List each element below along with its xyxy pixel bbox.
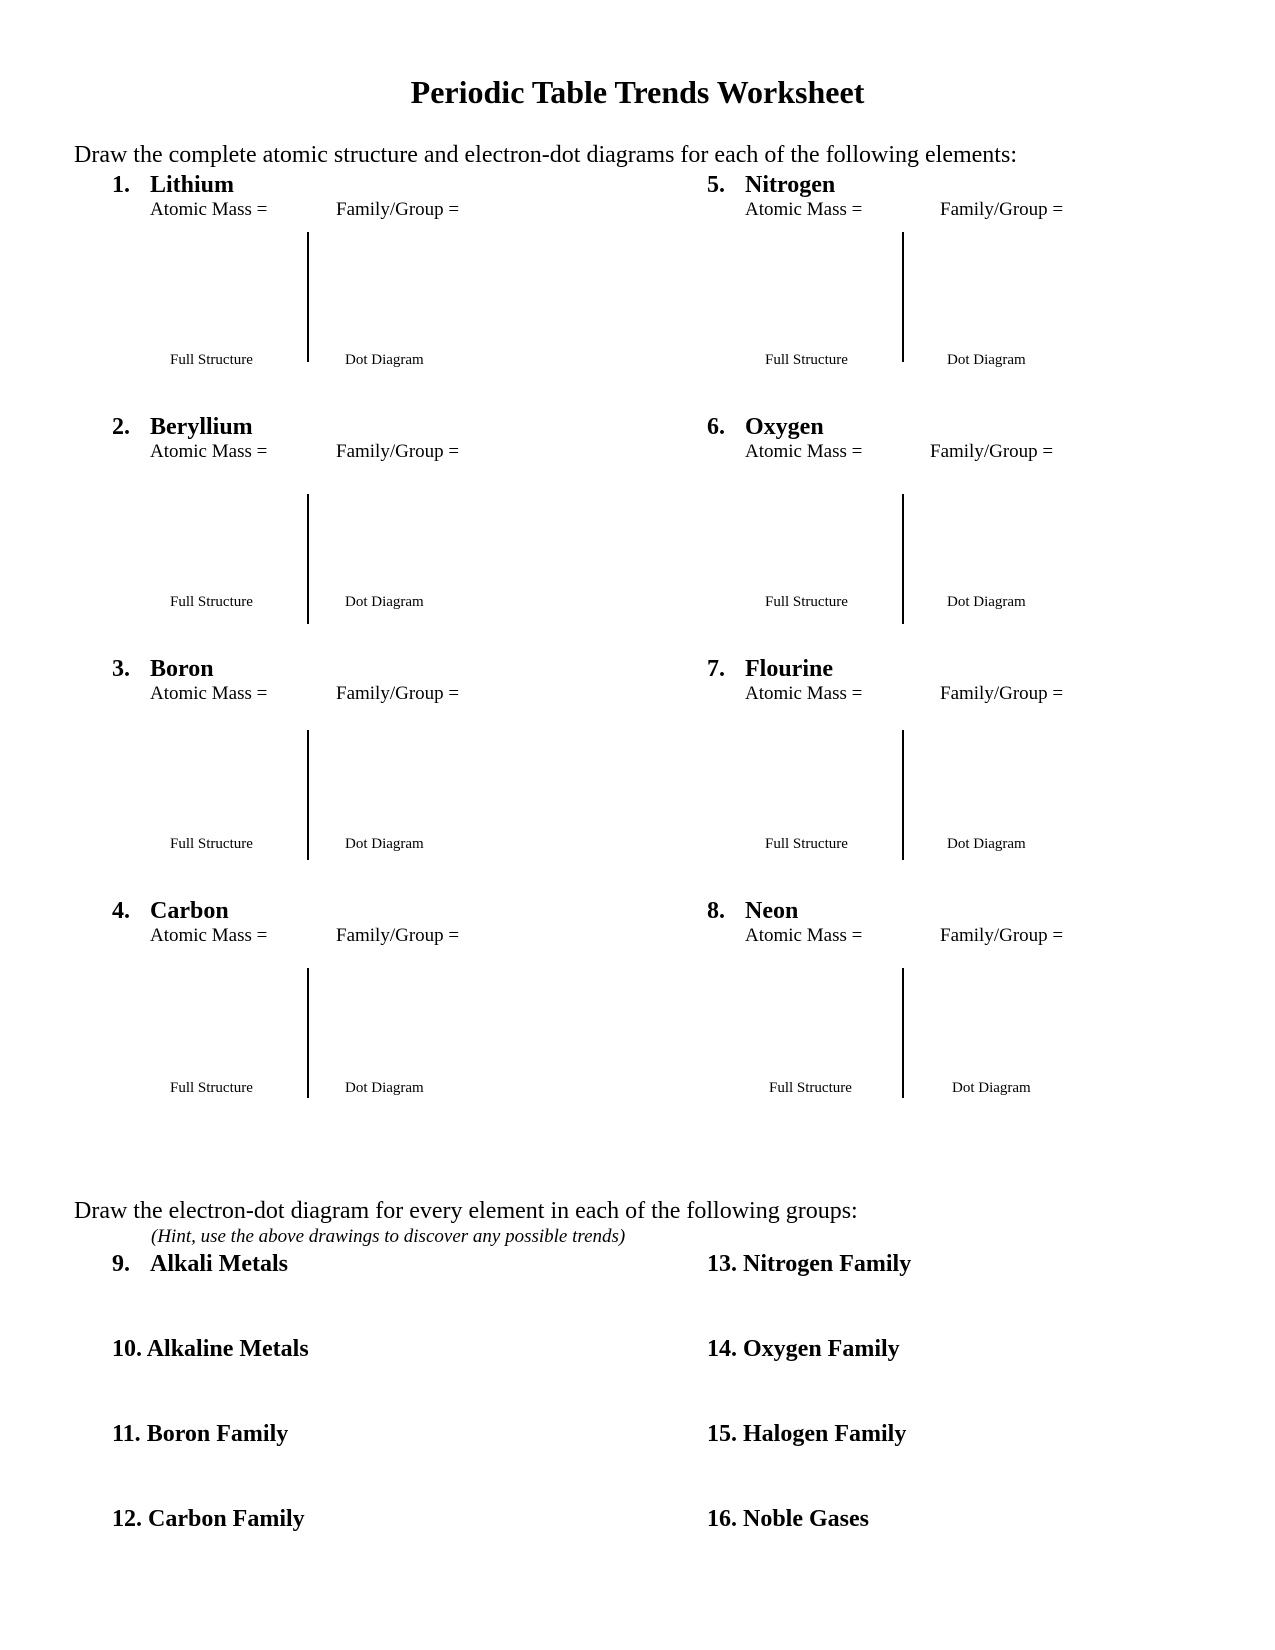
element-number: 2. (112, 414, 130, 440)
family-group-label: Family/Group = (940, 683, 1064, 704)
divider-line (307, 968, 309, 1098)
group-name: Noble Gases (743, 1506, 869, 1532)
atomic-mass-label: Atomic Mass = (150, 441, 268, 462)
element-number: 4. (112, 898, 130, 924)
group-item (707, 1506, 869, 1533)
atomic-mass-label: Atomic Mass = (745, 199, 863, 220)
full-structure-label: Full Structure (765, 836, 848, 852)
element-block-oxygen (707, 414, 1267, 624)
full-structure-label: Full Structure (769, 1080, 852, 1096)
group-number: 9. (112, 1251, 130, 1277)
atomic-mass-label: Atomic Mass = (745, 441, 863, 462)
group-name: Alkaline Metals (146, 1336, 309, 1362)
divider-line (307, 730, 309, 860)
element-number: 1. (112, 172, 130, 198)
element-number: 3. (112, 656, 130, 682)
element-block-neon (707, 898, 1267, 1108)
group-item (112, 1421, 288, 1448)
divider-line (902, 494, 904, 624)
atomic-mass-label: Atomic Mass = (745, 683, 863, 704)
family-group-label: Family/Group = (930, 441, 1054, 462)
group-item (707, 1251, 911, 1278)
dot-diagram-label: Dot Diagram (947, 352, 1026, 368)
element-name: Flourine (745, 656, 833, 682)
full-structure-label: Full Structure (170, 352, 253, 368)
element-block-nitrogen (707, 172, 1267, 382)
group-number: 12. (112, 1506, 142, 1532)
group-name: Boron Family (146, 1421, 289, 1447)
family-group-label: Family/Group = (336, 441, 460, 462)
dot-diagram-label: Dot Diagram (345, 1080, 424, 1096)
element-block-beryllium (112, 414, 672, 624)
element-number: 8. (707, 898, 725, 924)
group-item (112, 1251, 288, 1278)
group-name: Carbon Family (148, 1506, 305, 1532)
group-number: 11. (112, 1421, 141, 1447)
element-name: Beryllium (150, 414, 253, 440)
element-number: 6. (707, 414, 725, 440)
hint-text: (Hint, use the above drawings to discover any possible trends) (151, 1226, 626, 1247)
group-number: 14. (707, 1336, 737, 1362)
group-number: 16. (707, 1506, 737, 1532)
group-name: Halogen Family (743, 1421, 907, 1447)
element-block-boron (112, 656, 672, 866)
atomic-mass-label: Atomic Mass = (150, 199, 268, 220)
group-name: Oxygen Family (743, 1336, 900, 1362)
group-number: 15. (707, 1421, 737, 1447)
dot-diagram-label: Dot Diagram (345, 352, 424, 368)
family-group-label: Family/Group = (336, 683, 460, 704)
group-item (707, 1421, 906, 1448)
element-name: Neon (745, 898, 799, 924)
element-number: 5. (707, 172, 725, 198)
divider-line (307, 232, 309, 362)
full-structure-label: Full Structure (170, 594, 253, 610)
group-item (112, 1336, 309, 1363)
instructions-groups: Draw the electron-dot diagram for every element in each of the following groups: (74, 1198, 858, 1224)
full-structure-label: Full Structure (765, 352, 848, 368)
group-name: Nitrogen Family (743, 1251, 912, 1277)
element-name: Nitrogen (745, 172, 836, 198)
full-structure-label: Full Structure (170, 836, 253, 852)
element-name: Oxygen (745, 414, 824, 440)
dot-diagram-label: Dot Diagram (345, 594, 424, 610)
dot-diagram-label: Dot Diagram (947, 836, 1026, 852)
family-group-label: Family/Group = (940, 925, 1064, 946)
atomic-mass-label: Atomic Mass = (745, 925, 863, 946)
family-group-label: Family/Group = (336, 199, 460, 220)
instructions-elements: Draw the complete atomic structure and electron-dot diagrams for each of the following elements: (74, 142, 1017, 168)
element-name: Carbon (150, 898, 229, 924)
element-block-flourine (707, 656, 1267, 866)
element-name: Boron (150, 656, 214, 682)
group-item (112, 1506, 305, 1533)
atomic-mass-label: Atomic Mass = (150, 683, 268, 704)
element-number: 7. (707, 656, 725, 682)
element-block-carbon (112, 898, 672, 1108)
full-structure-label: Full Structure (765, 594, 848, 610)
dot-diagram-label: Dot Diagram (952, 1080, 1031, 1096)
family-group-label: Family/Group = (940, 199, 1064, 220)
element-block-lithium (112, 172, 672, 382)
divider-line (307, 494, 309, 624)
atomic-mass-label: Atomic Mass = (150, 925, 268, 946)
family-group-label: Family/Group = (336, 925, 460, 946)
group-number: 13. (707, 1251, 737, 1277)
dot-diagram-label: Dot Diagram (947, 594, 1026, 610)
group-item (707, 1336, 900, 1363)
worksheet-title: Periodic Table Trends Worksheet (410, 74, 865, 110)
divider-line (902, 232, 904, 362)
element-name: Lithium (150, 172, 235, 198)
dot-diagram-label: Dot Diagram (345, 836, 424, 852)
divider-line (902, 968, 904, 1098)
group-number: 10. (112, 1336, 142, 1362)
divider-line (902, 730, 904, 860)
full-structure-label: Full Structure (170, 1080, 253, 1096)
group-name: Alkali Metals (150, 1251, 288, 1277)
